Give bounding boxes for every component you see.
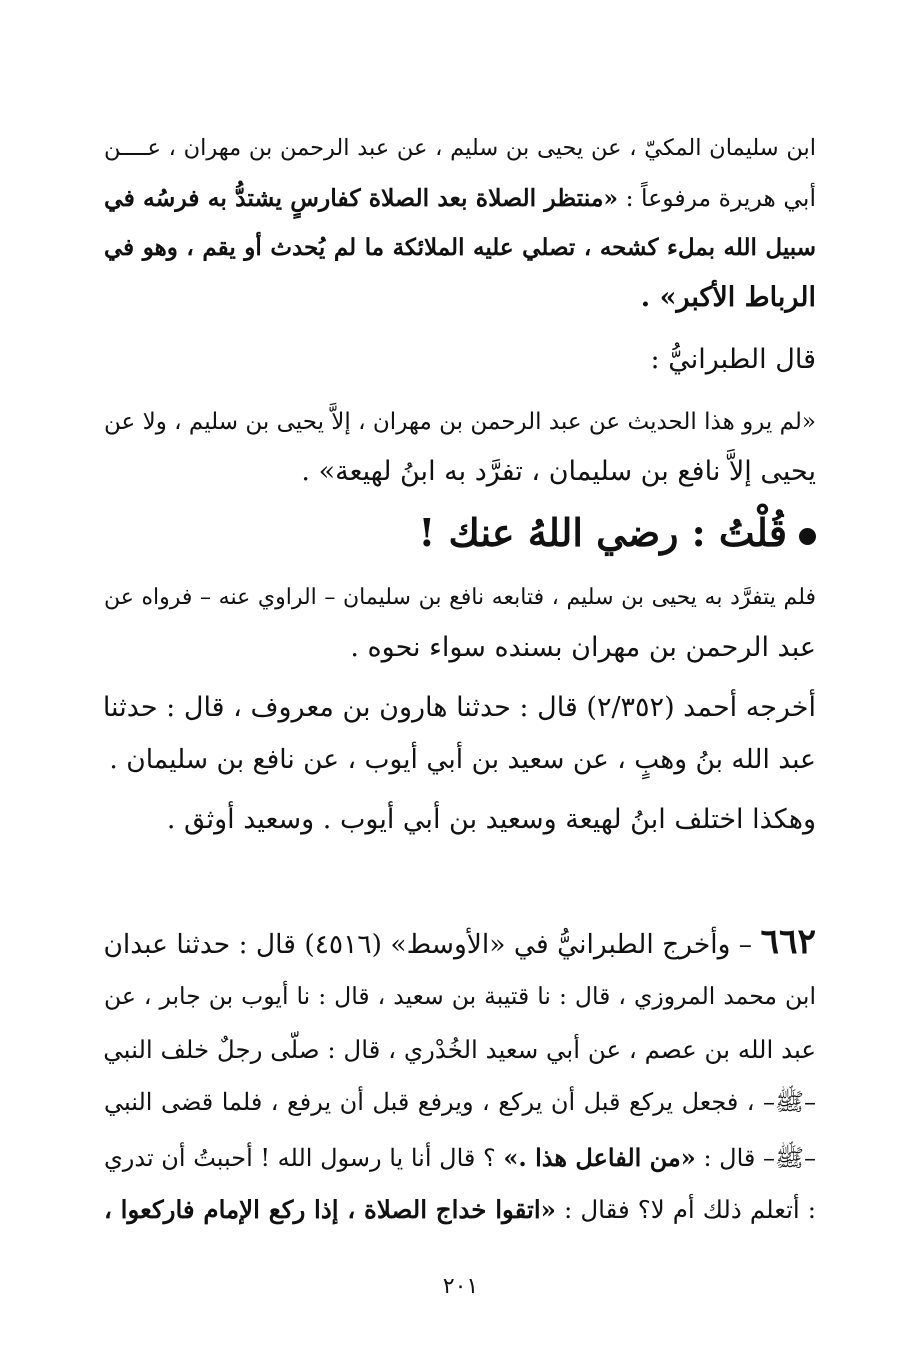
hadith-quote: «اتقوا خداج الصلاة ، إذا ركع الإمام فاركعوا ،	[104, 1195, 556, 1224]
text-plain: –ﷺ– قال :	[703, 1144, 816, 1172]
text-line: عبد الله بن عصم ، عن أبي سعيد الخُدْري ، قال : صلّى رجلٌ خلف النبي	[103, 1035, 816, 1064]
text-line: أخرجه أحمد (٢/٣٥٢) قال : حدثنا هارون بن معروف ، قال : حدثنا	[102, 692, 816, 723]
hadith-quote: «من الفاعل هذا .»	[503, 1143, 696, 1172]
text-line	[104, 178, 816, 218]
text-plain: أبي هريرة مرفوعاً :	[625, 184, 816, 212]
text-line: يحيى إلاَّ نافع بن سليمان ، تفرَّد به ابنُ لهيعة» .	[301, 456, 816, 487]
page-number: ٢٠١	[442, 1274, 479, 1299]
text-plain: – وأخرج الطبرانيُّ في «الأوسط» (٤٥١٦) قال : حدثنا عبدان	[103, 929, 753, 960]
text-line: «لم يرو هذا الحديث عن عبد الرحمن بن مهران ، إلاَّ يحيى بن سليم ، ولا عن	[104, 409, 816, 435]
text-line: عبد الله بنُ وهبٍ ، عن سعيد بن أبي أيوب ، عن نافع بن سليمان .	[109, 744, 816, 775]
hadith-quote: سبيل الله بملء كشحه ، تصلي عليه الملائكة ما لم يُحدث أو يقم ، وهو في	[104, 234, 816, 261]
text-line	[104, 922, 816, 965]
text-line: وهكذا اختلف ابنُ لهيعة وسعيد بن أبي أيوب . وسعيد أوثق .	[166, 804, 816, 835]
text-plain: ؟ قال أنا يا رسول الله ! أحببتُ أن تدري	[104, 1144, 496, 1172]
text-line: –ﷺ– ، فجعل يركع قبل أن يركع ، ويرفع قبل أن يرفع ، فلما قضى النبي	[104, 1088, 816, 1116]
text-line: ابن سليمان المكيّ ، عن يحيى بن سليم ، عن عبد الرحمن بن مهران ، عــــن	[104, 135, 816, 161]
heading-text: قُلْتُ : رضي اللهُ عنك !	[418, 510, 787, 555]
text-plain: : أتعلم ذلك أم لا؟ فقال :	[564, 1195, 816, 1224]
text-line: فلم يتفرَّد به يحيى بن سليم ، فتابعه نافع بن سليمان – الراوي عنه – فرواه عن	[104, 585, 816, 610]
hadith-quote: «منتظر الصلاة بعد الصلاة كفارسٍ يشتدُّ به فرسُه في	[104, 184, 619, 212]
text-line	[104, 1138, 816, 1178]
text-line: عبد الرحمن بن مهران بسنده سواء نحوه .	[350, 632, 816, 663]
text-line	[104, 1190, 816, 1230]
text-line: قال الطبرانيُّ :	[650, 344, 816, 375]
section-heading	[104, 508, 816, 558]
hadith-quote: الرباط الأكبر» .	[640, 282, 816, 313]
text-line: ابن محمد المروزي ، قال : نا قتيبة بن سعيد ، قال : نا أيوب بن جابر ، عن	[104, 982, 816, 1010]
bullet-icon	[799, 528, 816, 545]
hadith-number: ٦٦٢	[760, 922, 816, 962]
